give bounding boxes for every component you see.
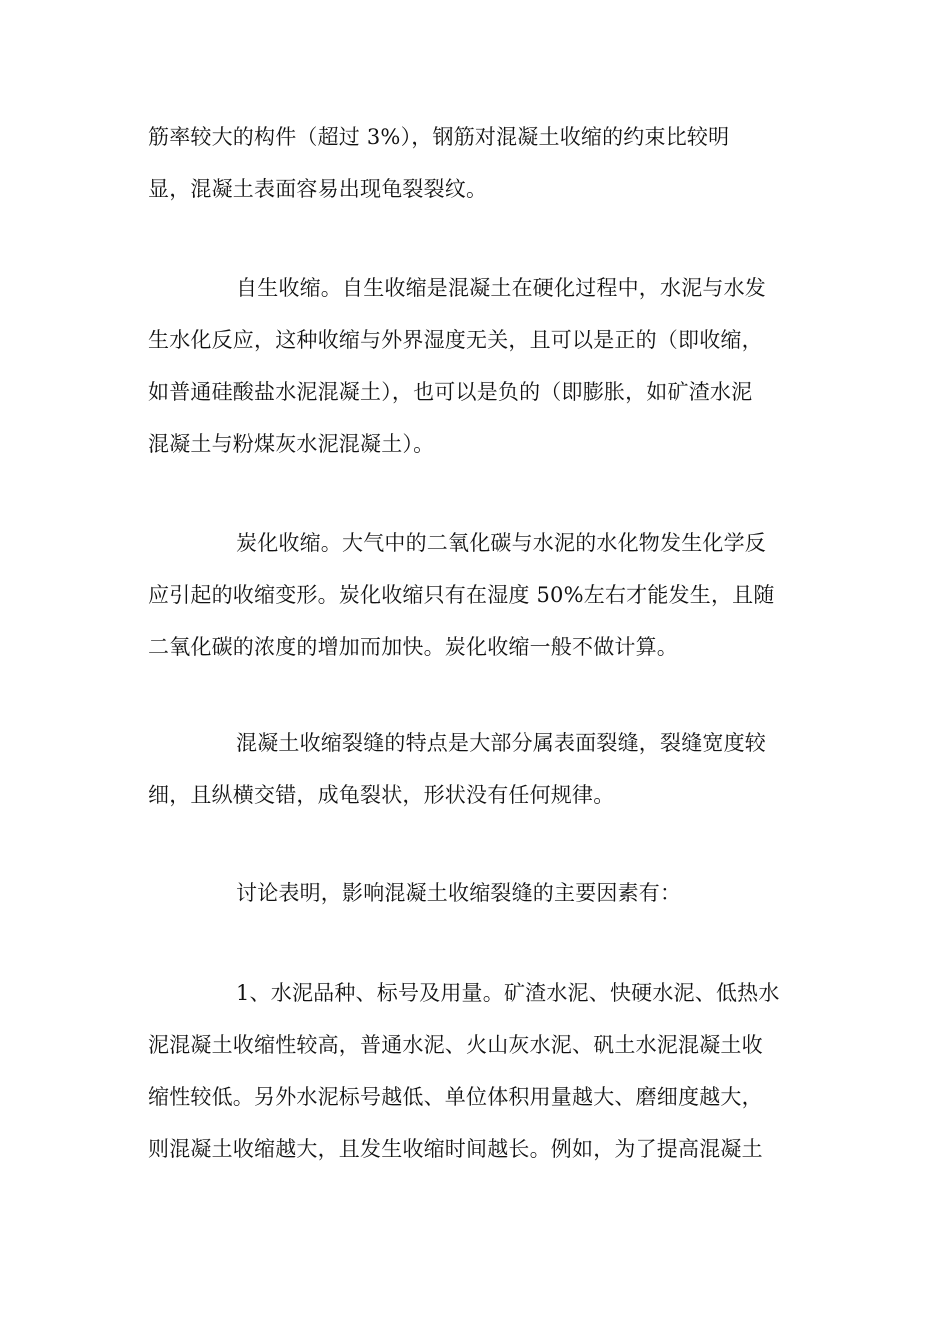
text-line: 细，且纵横交错，成龟裂状，形状没有任何规律。 — [148, 783, 615, 807]
text-line: 泥混凝土收缩性较高，普通水泥、火山灰水泥、矾土水泥混凝土收 — [148, 1033, 763, 1057]
text-line: 应引起的收缩变形。炭化收缩只有在湿度 50%左右才能发生，且随 — [148, 583, 775, 607]
text-line: 讨论表明，影响混凝土收缩裂缝的主要因素有： — [236, 881, 682, 905]
text-line: 显，混凝土表面容易出现龟裂裂纹。 — [148, 177, 488, 201]
text-line: 则混凝土收缩越大，且发生收缩时间越长。例如，为了提高混凝土 — [148, 1137, 763, 1161]
text-line: 混凝土与粉煤灰水泥混凝土）。 — [148, 432, 435, 456]
paragraph-cement-factor — [148, 967, 808, 1175]
paragraph-reinforcement-constraint — [148, 111, 808, 215]
paragraph-carbonation-shrinkage — [148, 517, 808, 673]
paragraph-autogenous-shrinkage — [148, 262, 808, 470]
text-line: 缩性较低。另外水泥标号越低、单位体积用量越大、磨细度越大， — [148, 1085, 763, 1109]
text-line: 1、水泥品种、标号及用量。矿渣水泥、快硬水泥、低热水 — [236, 981, 780, 1005]
text-line: 筋率较大的构件（超过 3%），钢筋对混凝土收缩的约束比较明 — [148, 125, 730, 149]
text-line: 如普通硅酸盐水泥混凝土），也可以是负的（即膨胀，如矿渣水泥 — [148, 380, 753, 404]
text-line: 炭化收缩。大气中的二氧化碳与水泥的水化物发生化学反 — [236, 531, 766, 555]
text-line: 自生收缩。自生收缩是混凝土在硬化过程中，水泥与水发 — [236, 276, 766, 300]
text-line: 二氧化碳的浓度的增加而加快。炭化收缩一般不做计算。 — [148, 635, 678, 659]
paragraph-influencing-factors-intro — [148, 867, 808, 919]
text-line: 混凝土收缩裂缝的特点是大部分属表面裂缝，裂缝宽度较 — [236, 731, 766, 755]
paragraph-crack-characteristics — [148, 717, 808, 821]
text-line: 生水化反应，这种收缩与外界湿度无关，且可以是正的（即收缩， — [148, 328, 763, 352]
